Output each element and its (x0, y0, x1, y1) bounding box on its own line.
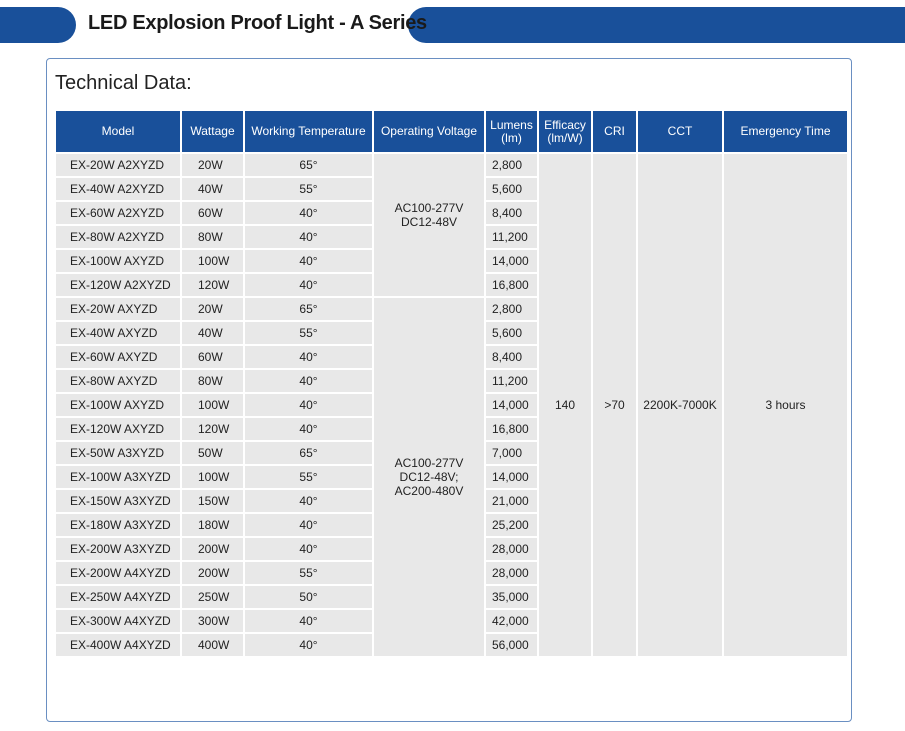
header-banner-right (408, 7, 905, 43)
model-cell: EX-40W A2XYZD (56, 178, 180, 200)
model-cell: EX-40W AXYZD (56, 322, 180, 344)
model-cell: EX-100W AXYZD (56, 250, 180, 272)
lumens-cell: 56,000 (486, 634, 537, 656)
wattage-cell: 120W (182, 274, 243, 296)
lumens-cell: 14,000 (486, 466, 537, 488)
model-cell: EX-120W A2XYZD (56, 274, 180, 296)
lumens-cell: 5,600 (486, 322, 537, 344)
model-cell: EX-80W A2XYZD (56, 226, 180, 248)
header-banner-left (0, 7, 76, 43)
header-efficacy: Efficacy (lm/W) (539, 111, 591, 152)
voltage-line: AC200-480V (394, 484, 464, 498)
operating-voltage-cell-group-2 (374, 298, 484, 656)
lumens-cell: 35,000 (486, 586, 537, 608)
lumens-cell: 16,800 (486, 418, 537, 440)
lumens-cell: 42,000 (486, 610, 537, 632)
temperature-cell: 40° (245, 226, 372, 248)
header-emergency-time: Emergency Time (724, 111, 847, 152)
temperature-cell: 65° (245, 442, 372, 464)
lumens-cell: 11,200 (486, 370, 537, 392)
temperature-cell: 40° (245, 538, 372, 560)
wattage-cell: 400W (182, 634, 243, 656)
model-cell: EX-60W A2XYZD (56, 202, 180, 224)
lumens-cell: 2,800 (486, 298, 537, 320)
table-body (56, 154, 847, 656)
wattage-cell: 20W (182, 298, 243, 320)
wattage-cell: 120W (182, 418, 243, 440)
temperature-cell: 40° (245, 274, 372, 296)
operating-voltage-cell-group-1 (374, 154, 484, 296)
wattage-cell: 200W (182, 538, 243, 560)
wattage-cell: 250W (182, 586, 243, 608)
model-cell: EX-100W AXYZD (56, 394, 180, 416)
wattage-cell: 50W (182, 442, 243, 464)
wattage-cell: 60W (182, 202, 243, 224)
cri-cell: >70 (593, 154, 636, 656)
model-cell: EX-400W A4XYZD (56, 634, 180, 656)
section-title: Technical Data: (55, 72, 192, 94)
lumens-cell: 25,200 (486, 514, 537, 536)
model-cell: EX-300W A4XYZD (56, 610, 180, 632)
temperature-cell: 40° (245, 394, 372, 416)
temperature-cell: 40° (245, 634, 372, 656)
page-title: LED Explosion Proof Light - A Series (88, 12, 427, 34)
voltage-line: DC12-48V; (399, 470, 459, 484)
wattage-cell: 100W (182, 394, 243, 416)
lumens-cell: 8,400 (486, 202, 537, 224)
model-cell: EX-20W A2XYZD (56, 154, 180, 176)
model-cell: EX-50W A3XYZD (56, 442, 180, 464)
lumens-cell: 7,000 (486, 442, 537, 464)
wattage-cell: 100W (182, 250, 243, 272)
cct-cell: 2200K-7000K (638, 154, 722, 656)
model-cell: EX-180W A3XYZD (56, 514, 180, 536)
wattage-cell: 60W (182, 346, 243, 368)
lumens-cell: 11,200 (486, 226, 537, 248)
wattage-cell: 180W (182, 514, 243, 536)
temperature-cell: 65° (245, 154, 372, 176)
model-cell: EX-20W AXYZD (56, 298, 180, 320)
temperature-cell: 65° (245, 298, 372, 320)
temperature-cell: 55° (245, 322, 372, 344)
wattage-cell: 40W (182, 322, 243, 344)
emergency-time-cell: 3 hours (724, 154, 847, 656)
table-row (56, 154, 847, 176)
wattage-cell: 80W (182, 226, 243, 248)
table-header-row (56, 111, 847, 152)
lumens-cell: 28,000 (486, 562, 537, 584)
header-cri: CRI (593, 111, 636, 152)
model-cell: EX-200W A3XYZD (56, 538, 180, 560)
temperature-cell: 40° (245, 250, 372, 272)
header-working-temperature: Working Temperature (245, 111, 372, 152)
lumens-cell: 28,000 (486, 538, 537, 560)
model-cell: EX-60W AXYZD (56, 346, 180, 368)
header-lumens: Lumens (lm) (486, 111, 537, 152)
temperature-cell: 40° (245, 610, 372, 632)
model-cell: EX-100W A3XYZD (56, 466, 180, 488)
temperature-cell: 55° (245, 562, 372, 584)
temperature-cell: 40° (245, 490, 372, 512)
voltage-line: DC12-48V (400, 215, 458, 229)
wattage-cell: 40W (182, 178, 243, 200)
wattage-cell: 200W (182, 562, 243, 584)
model-cell: EX-200W A4XYZD (56, 562, 180, 584)
wattage-cell: 150W (182, 490, 243, 512)
lumens-cell: 2,800 (486, 154, 537, 176)
efficacy-cell: 140 (539, 154, 591, 656)
lumens-cell: 21,000 (486, 490, 537, 512)
temperature-cell: 40° (245, 370, 372, 392)
model-cell: EX-80W AXYZD (56, 370, 180, 392)
wattage-cell: 300W (182, 610, 243, 632)
temperature-cell: 50° (245, 586, 372, 608)
header-model: Model (56, 111, 180, 152)
temperature-cell: 55° (245, 466, 372, 488)
lumens-cell: 14,000 (486, 394, 537, 416)
wattage-cell: 20W (182, 154, 243, 176)
lumens-cell: 14,000 (486, 250, 537, 272)
model-cell: EX-150W A3XYZD (56, 490, 180, 512)
temperature-cell: 40° (245, 346, 372, 368)
lumens-cell: 8,400 (486, 346, 537, 368)
temperature-cell: 40° (245, 514, 372, 536)
header-operating-voltage: Operating Voltage (374, 111, 484, 152)
header-wattage: Wattage (182, 111, 243, 152)
model-cell: EX-250W A4XYZD (56, 586, 180, 608)
wattage-cell: 80W (182, 370, 243, 392)
header-cct: CCT (638, 111, 722, 152)
voltage-line: AC100-277V (394, 201, 464, 215)
technical-data-table (54, 109, 849, 658)
lumens-cell: 16,800 (486, 274, 537, 296)
lumens-cell: 5,600 (486, 178, 537, 200)
temperature-cell: 40° (245, 202, 372, 224)
wattage-cell: 100W (182, 466, 243, 488)
model-cell: EX-120W AXYZD (56, 418, 180, 440)
temperature-cell: 40° (245, 418, 372, 440)
temperature-cell: 55° (245, 178, 372, 200)
voltage-line: AC100-277V (394, 456, 464, 470)
